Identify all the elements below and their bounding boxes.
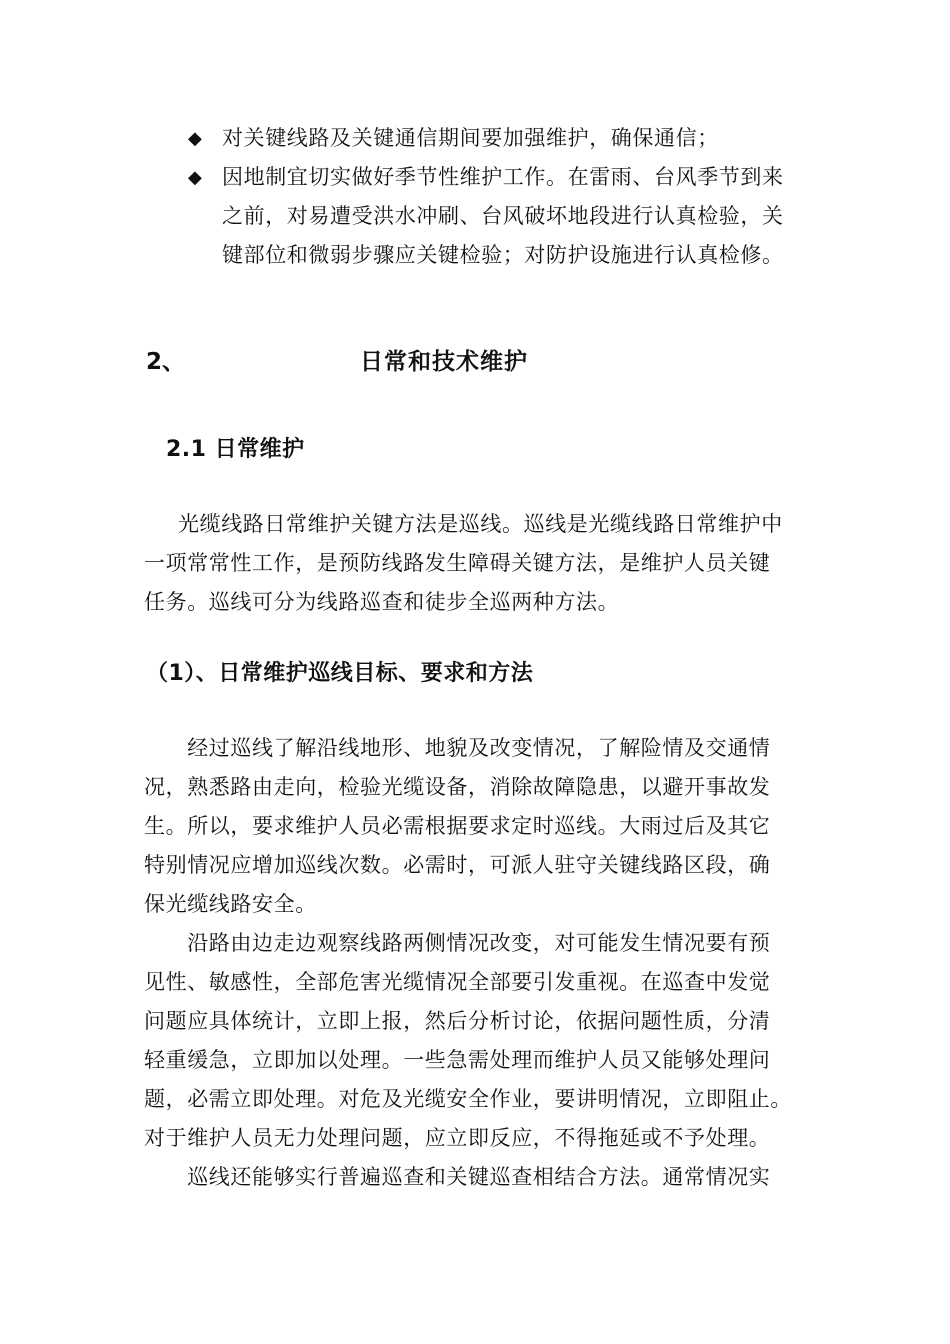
- paragraph-line: 生。所以，要求维护人员必需根据要求定时巡线。大雨过后及其它: [144, 814, 771, 838]
- bullet-text-line: 因地制宜切实做好季节性维护工作。在雷雨、台风季节到来: [222, 165, 784, 189]
- bullet-text-line: 对关键线路及关键通信期间要加强维护，确保通信；: [222, 126, 719, 150]
- paragraph-line: 问题应具体统计，立即上报，然后分析讨论，依据问题性质，分清: [144, 1009, 771, 1033]
- paragraph-line: 特别情况应增加巡线次数。必需时，可派人驻守关键线路区段，确: [144, 853, 771, 877]
- paragraph-line: 保光缆线路安全。: [144, 892, 317, 916]
- paragraph-line: 经过巡线了解沿线地形、地貌及改变情况，了解险情及交通情: [144, 736, 771, 760]
- body-text: [144, 729, 824, 1197]
- bullet-item: [188, 119, 828, 158]
- paragraph-line: 题，必需立即处理。对危及光缆安全作业，要讲明情况，立即阻止。: [144, 1087, 792, 1111]
- bullet-list: [188, 119, 828, 275]
- subsection-heading: 2.1 日常维护: [166, 437, 305, 462]
- intro-paragraph: [144, 505, 824, 622]
- diamond-bullet-icon: ◆: [188, 128, 203, 149]
- bullet-item: [188, 158, 828, 275]
- section-number: 2、: [146, 349, 186, 375]
- paragraph-line: 光缆线路日常维护关键方法是巡线。巡线是光缆线路日常维护中: [178, 512, 783, 536]
- item-heading: （1）、日常维护巡线目标、要求和方法: [146, 661, 534, 686]
- bullet-text-line: 之前，对易遭受洪水冲刷、台风破坏地段进行认真检验，关: [222, 204, 784, 228]
- paragraph-line: 对于维护人员无力处理问题，应立即反应，不得拖延或不予处理。: [144, 1126, 771, 1150]
- paragraph-line: 一项常常性工作，是预防线路发生障碍关键方法，是维护人员关键: [144, 551, 771, 575]
- bullet-text-line: 键部位和微弱步骤应关键检验；对防护设施进行认真检修。: [222, 243, 784, 267]
- section-title: 日常和技术维护: [360, 349, 528, 375]
- paragraph-line: 任务。巡线可分为线路巡查和徒步全巡两种方法。: [144, 590, 620, 614]
- paragraph-line: 况，熟悉路由走向，检验光缆设备，消除故障隐患，以避开事故发: [144, 775, 771, 799]
- paragraph-line: 巡线还能够实行普遍巡查和关键巡查相结合方法。通常情况实: [144, 1165, 771, 1189]
- paragraph-line: 沿路由边走边观察线路两侧情况改变，对可能发生情况要有预: [144, 931, 771, 955]
- paragraph-line: 轻重缓急，立即加以处理。一些急需处理而维护人员又能够处理问: [144, 1048, 771, 1072]
- paragraph-line: 见性、敏感性，全部危害光缆情况全部要引发重视。在巡查中发觉: [144, 970, 771, 994]
- diamond-bullet-icon: ◆: [188, 167, 203, 188]
